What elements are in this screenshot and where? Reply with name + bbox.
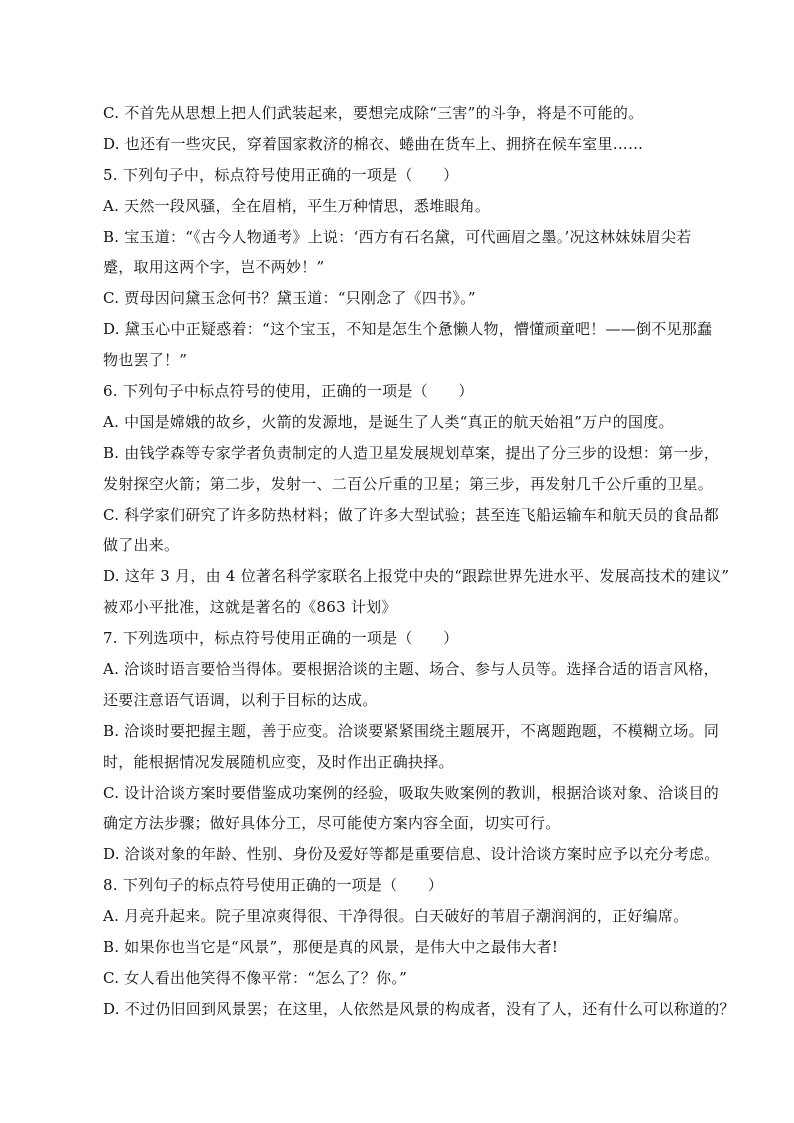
q7-option-a-cont: 还要注意语气语调，以利于目标的达成。	[103, 690, 378, 709]
q5-option-d: D. 黛玉心中正疑惑着：“这个宝玉，不知是怎生个惫懒人物，懵懂顽童吧！——倒不见那蠢	[103, 320, 713, 339]
q8-option-a: A. 月亮升起来。院子里凉爽得很、干净得很。白天破好的苇眉子潮润润的，正好编席。	[103, 907, 689, 926]
q5-option-b-cont: 蹙，取用这两个字，岂不两妙！”	[103, 258, 325, 277]
q4-option-d: D. 也还有一些灾民，穿着国家救济的棉衣、蜷曲在货车上、拥挤在候车室里……	[103, 134, 644, 153]
q5-option-a: A. 天然一段风骚，全在眉梢，平生万种情思，悉堆眼角。	[103, 196, 491, 215]
question-8-stem: 8. 下列句子的标点符号使用正确的一项是（ ）	[103, 876, 444, 895]
q7-option-c: C. 设计洽谈方案时要借鉴成功案例的经验，吸取失败案例的教训，根据洽谈对象、洽谈目的	[103, 783, 719, 802]
q8-option-d: D. 不过仍旧回到风景罢；在这里，人依然是风景的构成者，没有了人，还有什么可以称道的？	[103, 999, 735, 1018]
q7-option-c-cont: 确定方法步骤；做好具体分工，尽可能使方案内容全面，切实可行。	[103, 814, 561, 833]
q6-option-b-cont: 发射探空火箭；第二步，发射一、二百公斤重的卫星；第三步，再发射几千公斤重的卫星。	[103, 474, 714, 493]
question-6-stem: 6. 下列句子中标点符号的使用，正确的一项是（ ）	[103, 382, 474, 401]
q7-option-b-cont: 时，能根据情况发展随机应变，及时作出正确抉择。	[103, 752, 454, 771]
q8-option-c: C. 女人看出他笑得不像平常：“怎么了？你。”	[103, 968, 408, 987]
q8-option-b: B. 如果你也当它是“风景”，那便是真的风景，是伟大中之最伟大者!	[103, 938, 559, 957]
q6-option-d-cont: 被邓小平批准，这就是著名的《863 计划》	[103, 598, 397, 617]
q5-option-d-cont: 物也罢了！”	[103, 351, 188, 370]
q6-option-c: C. 科学家们研究了许多防热材料；做了许多大型试验；甚至连飞船运输车和航天员的食品都	[103, 505, 719, 524]
q6-option-a: A. 中国是嫦娥的故乡，火箭的发源地，是诞生了人类“真正的航天始祖”万户的国度。	[103, 412, 674, 431]
q6-option-b: B. 由钱学森等专家学者负责制定的人造卫星发展规划草案，提出了分三步的设想：第一步，	[103, 443, 720, 462]
document-page	[103, 98, 743, 1025]
q7-option-d: D. 洽谈对象的年龄、性别、身份及爱好等都是重要信息、设计洽谈方案时应予以充分考虑。	[103, 845, 720, 864]
question-7-stem: 7. 下列选项中，标点符号使用正确的一项是（ ）	[103, 629, 459, 648]
q4-option-c: C. 不首先从思想上把人们武装起来，要想完成除“三害”的斗争，将是不可能的。	[103, 104, 644, 122]
question-5-stem: 5. 下列句子中，标点符号使用正确的一项是（ ）	[103, 165, 459, 184]
q6-option-c-cont: 做了出来。	[103, 536, 180, 555]
q6-option-d: D. 这年 3 月，由 4 位著名科学家联名上报党中央的“跟踪世界先进水平、发展高技术的建议”	[103, 567, 730, 586]
q5-option-b: B. 宝玉道：“《古今人物通考》上说：‘西方有石名黛，可代画眉之墨。’况这林妹妹眉尖若	[103, 227, 692, 246]
q7-option-b: B. 洽谈时要把握主题，善于应变。洽谈要紧紧围绕主题展开，不离题跑题，不模糊立场。同	[103, 721, 720, 740]
q7-option-a: A. 洽谈时语言要恰当得体。要根据洽谈的主题、场合、参与人员等。选择合适的语言风格，	[103, 660, 719, 679]
q5-option-c: C. 贾母因问黛玉念何书？黛玉道：“只刚念了《四书》。”	[103, 289, 476, 308]
